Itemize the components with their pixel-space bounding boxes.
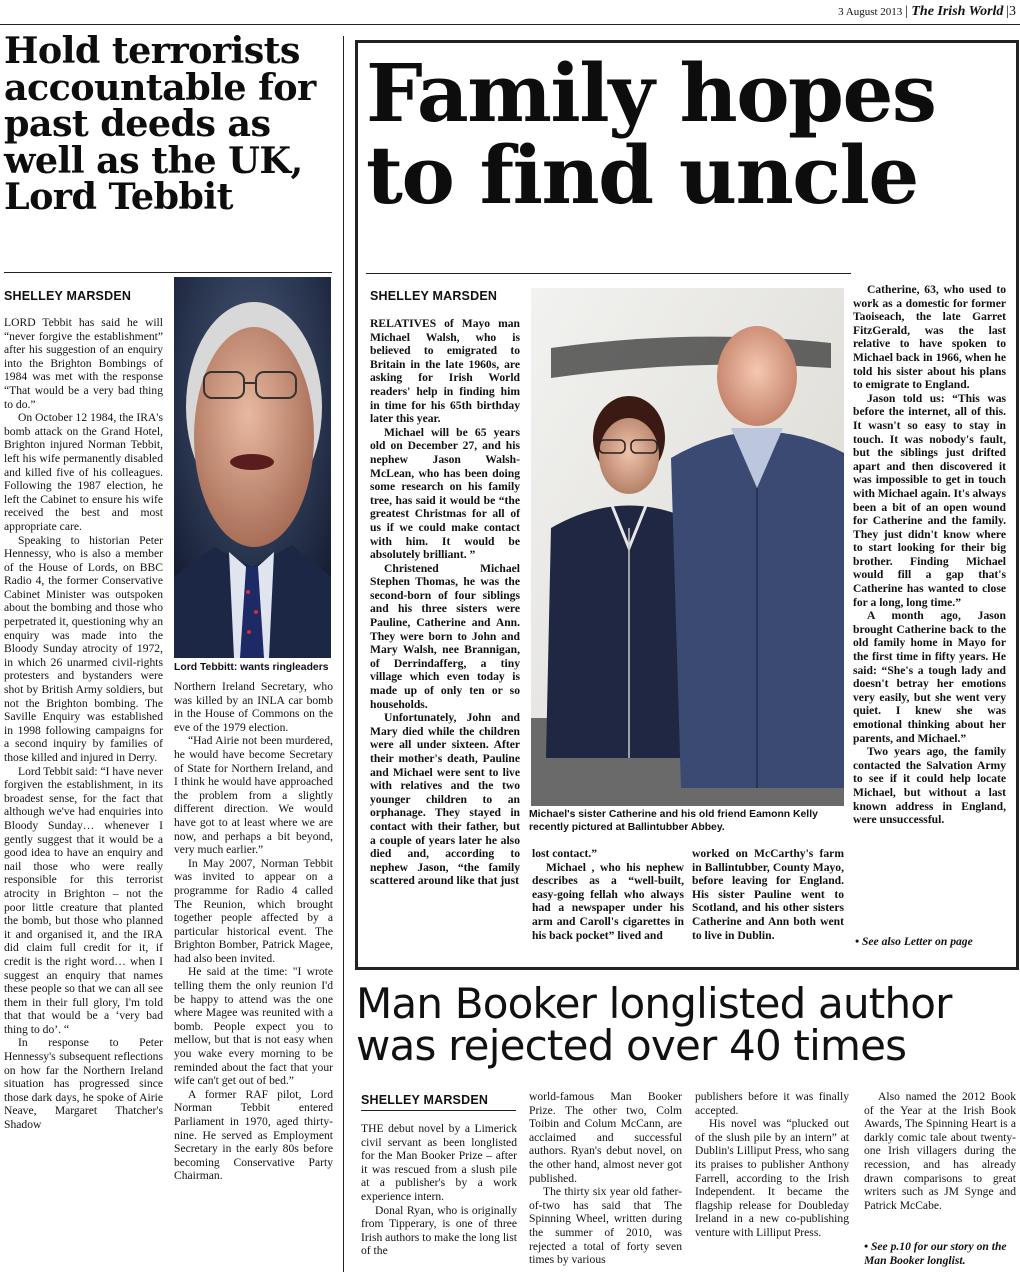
paragraph: On October 12 1984, the IRA's bomb attack on the Grand Hotel, Brighton injured Norman Tebbit, left his wife permanently disabled and killed five of his colleagues. Following the 1987 election, he left the Cabinet to ensure his wife received the best and most appropriate care. [4, 411, 163, 533]
paragraph: Catherine, 63, who used to work as a domestic for former Taoiseach, the late Garret FitzGerald, was the last relative to have spoken to Michael back in 1966, when he told his sister about his plans to emigrate to England. [853, 283, 1006, 392]
headline-line: past deeds as [4, 102, 271, 145]
paragraph: lost contact.” [532, 847, 598, 860]
booker-byline-rule [361, 1110, 516, 1111]
booker-col-2 [529, 1090, 682, 1267]
tebbit-headline [4, 29, 344, 218]
paragraph: In response to Peter Hennessy's subsequent reflections on how far the Northern Ireland situation has progressed since those dark days, he spoke of Airie Neave, Margaret Thatcher's Shadow [4, 1036, 163, 1132]
paragraph: RELATIVES of Mayo man Michael Walsh, who is believed to emigrated to Britain in the late 1960s, are asking for Irish World readers' help in finding him in time for his 65th birthday later this year. [370, 317, 520, 426]
paragraph: Michael , who his nephew describes as a “well-built, easy-going fellah who always had a newspaper under his arm and Caroll's cigarettes in his back pocket” lived and [532, 860, 684, 942]
paragraph: He said at the time: "I wrote telling them the only reunion I'd be happy to attend was the one where Magee was reunited with a bomb. People expect you to mellow, but that is not easy when you wake every morning to be reminded about the fact that your wife can't get out of bed.” [174, 965, 333, 1088]
paragraph: Also named the 2012 Book of the Year at the Irish Book Awards, The Spinning Heart is a darkly comic tale about twenty-one Irish villagers during the recession, and has already drawn comparisons to great writers such as JM Synge and Patrick McCabe. [864, 1090, 1016, 1212]
paragraph: world-famous Man Booker Prize. The other two, Colm Toibin and Colum McCann, are acclaimed and successful authors. Ryan's debut novel, on the other hand, almost never got published. [529, 1090, 682, 1185]
paragraph: publishers before it was finally accepted. [695, 1090, 849, 1117]
paragraph: “Had Airie not been murdered, he would have become Secretary of State for Northern Ireland, and I think he would have approached the problem from a slightly different direction. We would have got to at least where we are now, and perhaps a bit beyond, very much earlier.” [174, 734, 333, 857]
paragraph: Two years ago, the family contacted the Salvation Army to see if it could help locate Michael, but without a last known address in England, were unsuccessful. [853, 745, 1006, 827]
tebbit-headline-rule [4, 272, 332, 273]
tebbit-photo-caption: Lord Tebbitt: wants ringleaders [174, 662, 329, 673]
paragraph: Speaking to historian Peter Hennessy, who is also a member of the House of Lords, on BBC Radio 4, the former Conservative Cabinet Minister was outspoken about the bombing and those who perpetrated it, questioning why an enquiry was made into the Bloody Sunday atrocity of 1972, in which 26 unarmed civil-rights protesters and bystanders were shot by British Army soldiers, but not the Brighton bombing. The Saville Enquiry was established in 1998 following campaigns for a second inquiry by families of those killed and injured in Derry. [4, 533, 163, 764]
headline-line: Lord Tebbit [4, 175, 233, 218]
family-byline: SHELLEY MARSDEN [370, 289, 498, 303]
family-col-2 [532, 847, 684, 942]
masthead [0, 4, 1016, 24]
family-photo-caption: Michael's sister Catherine and his old friend Eamonn Kelly recently pictured at Ballintubber Abbey. [529, 809, 818, 833]
masthead-separator: | [905, 4, 912, 19]
paragraph: His novel was “plucked out of the slush pile by an intern” at Dublin's Lilliput Press, who sang its praises to publisher Anthony Farrell, according to the Irish Independent. It became the flagship release for Doubleday Ireland in a new co-publishing venture with Lilliput Press. [695, 1117, 849, 1239]
issue-date: 3 August 2013 [838, 6, 903, 18]
headline-line: to find uncle [366, 128, 918, 222]
headline-line: Family hopes [366, 46, 936, 140]
headline-line: accountable for [4, 65, 316, 109]
paragraph: A former RAF pilot, Lord Norman Tebbit entered Parliament in 1970, aged thirty-nine. He served as Employment Secretary in the early 80s before becoming Conservative Party Chairman. [174, 1087, 333, 1183]
family-col-3 [692, 847, 844, 942]
paragraph: worked on McCarthy's farm in Ballintubber, County Mayo, before leaving for England. His sister Pauline went to Scotland, and his other sisters Catherine and Ann both went to live in Dublin. [692, 847, 844, 942]
masthead-rule [0, 24, 1020, 25]
booker-col-1 [361, 1122, 517, 1258]
paragraph: Lord Tebbit said: “I have never forgiven the establishment, in its broadest sense, for the fact that although we've had enquiries into Bloody Sunday… whenever I gently suggest that it would be a good idea to have an enquiry and nail those who were really responsible for this terrorist atrocity in Brighton – not the poor little creature that planted the bomb, but those who planned it and organised it, and the IRA did claim full credit for it, if credit is the right word… when I suggest an enquiry that names these people so that we can all see them in their full glory, I'm told that that would be a ‘very bad thing to do’. “ [4, 764, 163, 1036]
booker-byline: SHELLEY MARSDEN [361, 1093, 489, 1107]
see-page-10-link[interactable]: • See p.10 for our story on the Man Booker longlist. [864, 1240, 1007, 1267]
paragraph: Northern Ireland Secretary, who was killed by an INLA car bomb in the House of Commons on the eve of the 1979 election. [174, 680, 333, 734]
booker-col-3 [695, 1090, 849, 1240]
tebbit-col-1 [4, 316, 163, 1132]
paragraph: Unfortunately, John and Mary died while the children were all under sixteen. After their mother's death, Pauline and Michael were sent to live with relatives and the two younger children to an orphanage. They stayed in contact with their father, but a couple of years later he also died and, according to nephew Jason, “the family scattered around like that just [370, 711, 520, 888]
family-col-1 [370, 317, 520, 888]
paragraph: THE debut novel by a Limerick civil servant as been longlisted for the Man Booker Prize – after it was rescued from a slush pile at a publisher's by a work experience intern. [361, 1122, 517, 1203]
masthead-separator: | [1006, 4, 1009, 19]
tebbit-portrait-image [174, 277, 331, 658]
tebbit-col-2 [174, 680, 333, 1183]
column-divider [343, 36, 344, 1272]
headline-line: Hold terrorists [4, 29, 300, 72]
family-photo [531, 288, 844, 806]
family-photo-image [531, 288, 844, 806]
paragraph: A month ago, Jason brought Catherine back to the old family home in Mayo for the first time in fifty years. He said: “She's a tough lady and doesn't betray her emotions very easily, but she went very quiet. I knew she was emotional thinking about her parents, and Michael.” [853, 609, 1006, 745]
see-also-letter-link[interactable]: • See also Letter on page [855, 935, 973, 948]
paragraph: Donal Ryan, who is originally from Tipperary, is one of three Irish authors to make the long list of the [361, 1203, 517, 1258]
page-number: 3 [1009, 4, 1016, 19]
headline-line: well as the UK, [4, 138, 303, 182]
publication-name: The Irish World [911, 4, 1004, 19]
headline-line: Man Booker longlisted author [356, 979, 952, 1028]
paragraph: Michael will be 65 years old on December 27, and his nephew Jason Walsh-McLean, who has been doing some research on his family tree, has said it would be “the greatest Christmas for all of us if we could make contact with him. It would be absolutely brilliant. ” [370, 425, 520, 562]
paragraph: Christened Michael Stephen Thomas, he was the second-born of four siblings and his three sisters were Pauline, Catherine and Ann. They were born to John and Mary Walsh, nee Brannigan, of Derrindafferg, a tiny village which even today is made up of only ten or so households. [370, 561, 520, 711]
family-headline [366, 46, 1006, 222]
booker-col-4 [864, 1090, 1016, 1212]
paragraph: Jason told us: “This was before the internet, all of this. It wasn't so easy to stay in touch. It was nobody's fault, but the siblings just drifted apart and then discovered it was impossible to get in touch with Michael again. It's always been a bit of an open wound for Catherine and the family. They just didn't know where to start looking for their big brother. Finding Michael would fill a gap that's Catherine has wanted to close for a long, long time.” [853, 391, 1006, 609]
tebbit-byline: SHELLEY MARSDEN [4, 289, 132, 303]
paragraph: LORD Tebbit has said he will “never forgive the establishment” after his suggestion of an enquiry into the Brighton Bombings of 1984 was met with the response “That would be a very bad thing to do.” [4, 316, 163, 411]
booker-headline [356, 979, 1016, 1070]
paragraph: The thirty six year old father-of-two has said that The Spinning Wheel, written during the summer of 2010, was rejected a total of forty seven times by various [529, 1185, 682, 1267]
family-headline-rule [366, 273, 851, 274]
headline-line: was rejected over 40 times [356, 1021, 907, 1070]
tebbit-photo [174, 277, 331, 658]
family-col-4 [853, 283, 1006, 827]
paragraph: In May 2007, Norman Tebbit was invited to appear on a programme for Radio 4 called The Reunion, which brought together people affected by a particular historical event. The Brighton Bomber, Patrick Magee, had also been invited. [174, 856, 333, 965]
